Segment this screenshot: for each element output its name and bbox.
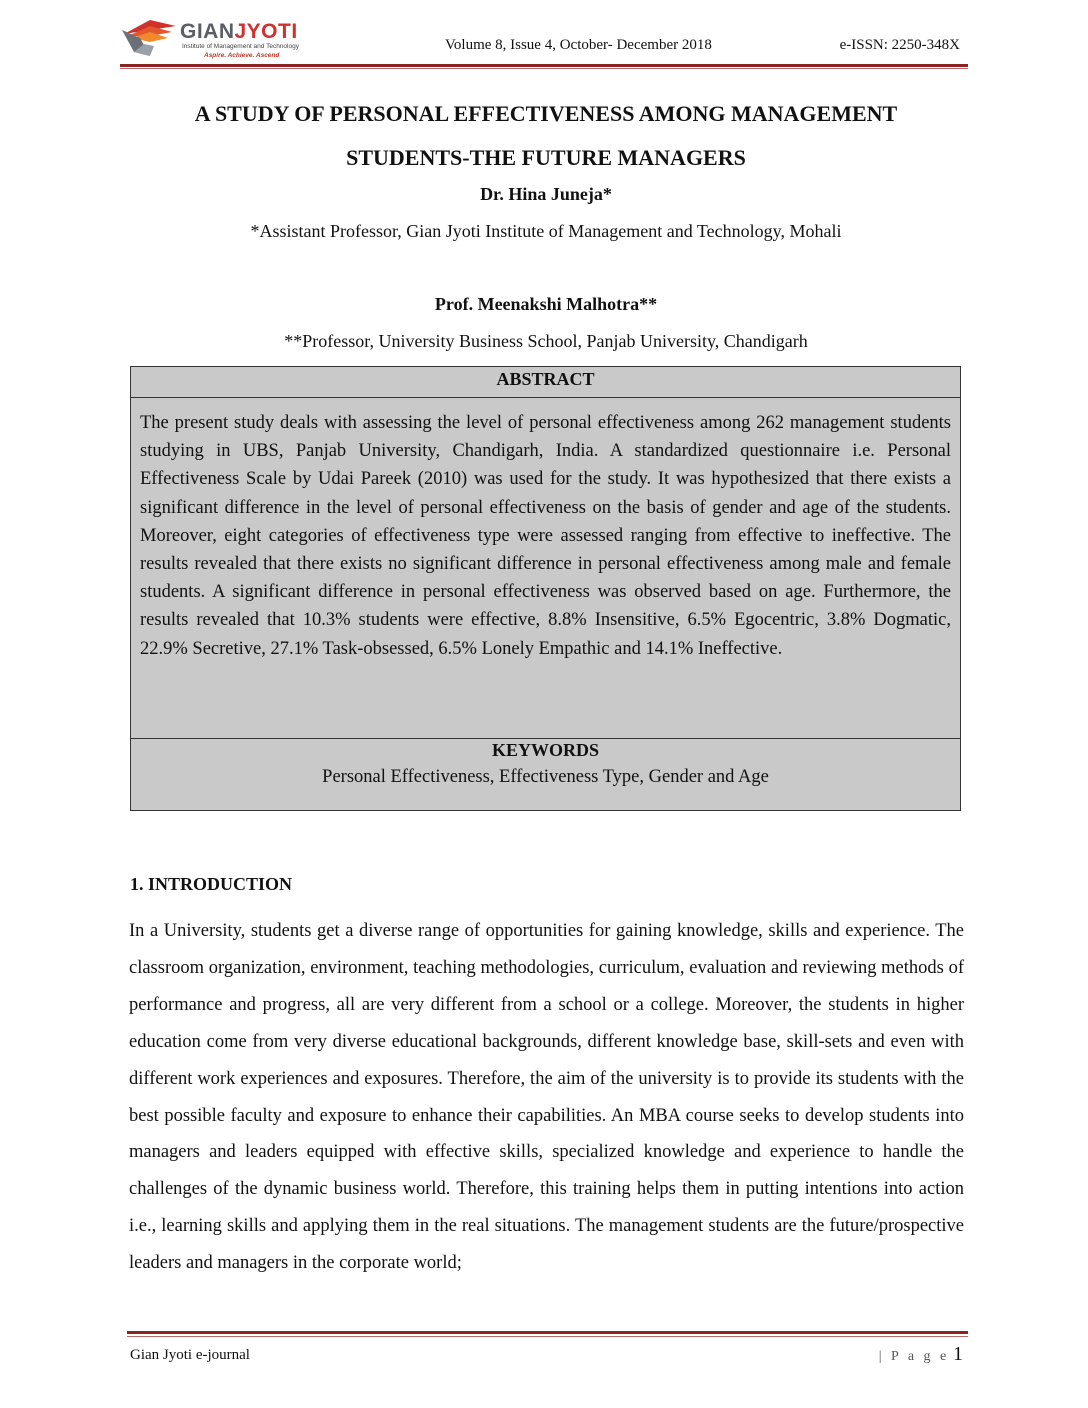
logo-wordmark-part1: GIAN xyxy=(180,20,235,43)
abstract-box xyxy=(130,366,961,811)
page-header xyxy=(120,14,968,70)
logo-wordmark xyxy=(180,20,298,44)
author-1-name: Dr. Hina Juneja* xyxy=(480,184,612,204)
footer-divider-thin xyxy=(127,1336,968,1337)
logo-subtitle: Institute of Management and Technology xyxy=(182,43,299,50)
author-2-name: Prof. Meenakshi Malhotra** xyxy=(434,294,658,314)
introduction-text: In a University, students get a diverse range of opportunities for gaining knowledge, skills and experience. The classroom organization, environment, teaching methodologies, curriculum, evaluation and reviewing methods of performance and progress, all are very different from a school or a college. Moreover, the students in higher education come from very diverse educational backgrounds, different knowledge base, skill-sets and even with different work experiences and exposures. Therefore, the aim of the university is to provide its students with the best possible faculty and exposure to enhance their capabilities. An MBA course seeks to develop students into managers and leaders equipped with effective skills, specialized knowledge and experience to handle the challenges of the dynamic business world. Therefore, this training helps them in putting intentions into action i.e., learning skills and applying them in the real situations. The management students are the future/prospective leaders and managers in the corporate world; xyxy=(129,921,964,1274)
keywords-divider xyxy=(131,738,960,739)
title-line-1: A STUDY OF PERSONAL EFFECTIVENESS AMONG MANAGEMENT xyxy=(194,101,898,126)
journal-logo xyxy=(120,14,330,62)
title-line-2: STUDENTS-THE FUTURE MANAGERS xyxy=(346,145,746,170)
page-label: | P a g e xyxy=(878,1349,950,1364)
author-1-affiliation: *Assistant Professor, Gian Jyoti Institute of Management and Technology, Mohali xyxy=(250,221,842,241)
logo-emblem-icon xyxy=(120,16,178,60)
volume-info: Volume 8, Issue 4, October- December 2018 xyxy=(445,37,712,53)
abstract-divider xyxy=(131,397,960,398)
keywords-heading: KEYWORDS xyxy=(491,740,599,760)
abstract-heading: ABSTRACT xyxy=(496,369,595,389)
author-2-affiliation: **Professor, University Business School, Panjab University, Chandigarh xyxy=(284,331,808,351)
keywords-text: Personal Effectiveness, Effectiveness Type, Gender and Age xyxy=(322,767,769,787)
abstract-text: The present study deals with assessing the level of personal effectiveness among 262 management students studying in UBS, Panjab University, Chandigarh, India. A standardized questionnaire i.e. Personal Effectiveness Scale by Udai Pareek (2010) was used for the study. It was hypothesized that there exists a significant difference in the level of personal effectiveness on the basis of gender and age of the students. Moreover, eight categories of effectiveness type were assessed ranging from effective to ineffective. The results revealed that there exists no significant difference in personal effectiveness among male and female students. A significant difference in personal effectiveness was observed based on age. Furthermore, the results revealed that 10.3% students were effective, 8.8% Insensitive, 6.5% Egocentric, 3.8% Dogmatic, 22.9% Secretive, 27.1% Task-obsessed, 6.5% Lonely Empathic and 14.1% Ineffective. xyxy=(140,413,951,659)
header-divider-thin xyxy=(120,68,968,69)
logo-wordmark-part2: JYOTI xyxy=(234,20,298,43)
paper-title xyxy=(130,92,962,180)
footer-journal-name: Gian Jyoti e-journal xyxy=(130,1347,250,1363)
footer-divider xyxy=(127,1331,968,1334)
logo-tagline: Aspire. Achieve. Ascend xyxy=(204,52,280,59)
header-divider xyxy=(120,64,968,67)
footer-page-indicator xyxy=(879,1343,963,1366)
introduction-heading: 1. INTRODUCTION xyxy=(130,874,293,894)
page-number: 1 xyxy=(953,1343,963,1365)
issn-info: e-ISSN: 2250-348X xyxy=(839,37,960,53)
